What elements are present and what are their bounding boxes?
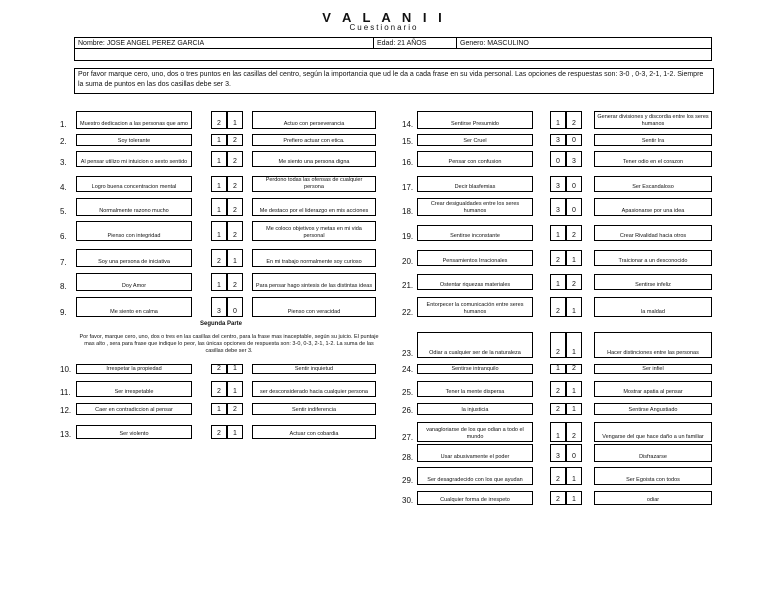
item-number: 17. [402, 183, 414, 192]
item-score-a: 2 [211, 364, 227, 374]
item-number: 21. [402, 281, 414, 290]
item-score-b: 3 [566, 151, 582, 167]
page-subtitle: Cuestionario [349, 23, 419, 32]
item-left-statement: Ser irrespetable [76, 381, 192, 397]
item-score-b: 1 [566, 250, 582, 266]
item-score-a: 1 [211, 198, 227, 216]
item-score-b: 2 [566, 364, 582, 374]
item-left-statement: Caer en contradiccion al pensar [76, 403, 192, 415]
item-score-a: 2 [550, 403, 566, 415]
gender-field: Genero: MASCULINO [456, 37, 712, 49]
item-score-b: 0 [566, 176, 582, 192]
item-score-a: 0 [550, 151, 566, 167]
item-number: 30. [402, 496, 414, 505]
item-score-a: 1 [550, 111, 566, 129]
item-left-statement: Doy Amor [76, 273, 192, 291]
item-right-statement: Sentirse infeliz [594, 274, 712, 290]
item-left-statement: vanagloriarse de los que odian a todo el mundo [417, 422, 533, 442]
item-score-b: 1 [566, 403, 582, 415]
item-number: 12. [60, 406, 72, 415]
item-number: 2. [60, 137, 67, 146]
item-right-statement: Ser infiel [594, 364, 712, 374]
item-number: 6. [60, 232, 67, 241]
item-left-statement: Logro buena concentracion mental [76, 176, 192, 192]
item-number: 5. [60, 207, 67, 216]
item-score-b: 2 [227, 134, 243, 146]
item-score-b: 2 [566, 422, 582, 442]
item-right-statement: Actuar con cobardia [252, 425, 376, 439]
item-score-a: 2 [550, 491, 566, 505]
item-right-statement: ser desconsiderado hacia cualquier persona [252, 381, 376, 397]
item-right-statement: Me siento una persona digna [252, 151, 376, 167]
item-number: 8. [60, 282, 67, 291]
item-number: 4. [60, 183, 67, 192]
item-left-statement: Cualquier forma de irrespeto [417, 491, 533, 505]
item-score-b: 1 [566, 297, 582, 317]
instructions: Por favor marque cero, uno, dos o tres puntos en las casillas del centro, según la importancia que ud le da a cada frase en su vida personal. Las opciones de respuestas son: 3-0 , 0-3, 2-1, 1-2. Siempre la suma de puntos en las dos casillas debe ser 3. [74, 68, 714, 94]
item-right-statement: Me coloco objetivos y metas en mi vida personal [252, 221, 376, 241]
item-left-statement: Sentirse intranquilo [417, 364, 533, 374]
item-right-statement: Crear Rivalidad hacia otros [594, 225, 712, 241]
item-number: 11. [60, 388, 71, 397]
item-score-b: 2 [227, 403, 243, 415]
item-right-statement: Tener odio en el corazon [594, 151, 712, 167]
item-number: 18. [402, 207, 414, 216]
item-right-statement: Vengarse del que hace daño a un familiar [594, 422, 712, 442]
item-score-a: 2 [211, 381, 227, 397]
item-score-b: 2 [566, 225, 582, 241]
item-left-statement: Ostentar riquezas materiales [417, 274, 533, 290]
item-score-a: 3 [550, 444, 566, 462]
item-right-statement: Perdono todas las ofensas de cualquier persona [252, 176, 376, 192]
item-score-a: 3 [550, 134, 566, 146]
item-left-statement: Ser violento [76, 425, 192, 439]
item-number: 28. [402, 453, 414, 462]
item-score-b: 2 [566, 274, 582, 290]
item-left-statement: Soy tolerante [76, 134, 192, 146]
item-score-b: 0 [566, 444, 582, 462]
item-number: 26. [402, 406, 414, 415]
item-number: 1. [60, 120, 67, 129]
item-score-a: 1 [211, 176, 227, 192]
item-left-statement: Ser Cruel [417, 134, 533, 146]
item-left-statement: Sentirse inconstante [417, 225, 533, 241]
item-score-a: 1 [550, 274, 566, 290]
item-score-a: 1 [550, 225, 566, 241]
section2-instructions: Por favor, marque cero, uno, dos o tres en las casillas del centro, para la frase mas inaceptable, según su juicio. El puntaje mas alto , sera para frase que indique lo peor, las únicas opciones de respuesta son: 3-0, 0-3, 2-1, 1-2. La suma de las casillas debe ser 3. [79, 334, 379, 354]
item-left-statement: Al pensar utilizo mi intuicion o sexto sentido [76, 151, 192, 167]
item-score-a: 3 [211, 297, 227, 317]
item-number: 27. [402, 433, 414, 442]
item-score-b: 1 [566, 332, 582, 358]
item-right-statement: Sentir indiferencia [252, 403, 376, 415]
item-score-b: 1 [227, 425, 243, 439]
item-number: 24. [402, 365, 414, 374]
item-score-b: 1 [566, 381, 582, 397]
item-left-statement: Soy una persona de iniciativa [76, 249, 192, 267]
item-number: 25. [402, 388, 414, 397]
item-score-b: 0 [566, 134, 582, 146]
item-right-statement: odiar [594, 491, 712, 505]
item-score-a: 2 [550, 297, 566, 317]
item-number: 14. [402, 120, 414, 129]
item-score-a: 2 [550, 467, 566, 485]
item-left-statement: Pensar con confusion [417, 151, 533, 167]
item-number: 16. [402, 158, 414, 167]
item-left-statement: Pienso con integridad [76, 221, 192, 241]
item-right-statement: Actuo con perseverancia [252, 111, 376, 129]
item-score-b: 1 [227, 249, 243, 267]
item-right-statement: Sentir Ira [594, 134, 712, 146]
item-number: 3. [60, 158, 67, 167]
item-left-statement: Odiar a cualquier ser de la naturaleza [417, 332, 533, 358]
item-right-statement: Prefiero actuar con etica. [252, 134, 376, 146]
item-right-statement: Sentirse Angustiado [594, 403, 712, 415]
item-score-a: 1 [211, 403, 227, 415]
item-left-statement: Ser desagradecido con los que ayudan [417, 467, 533, 485]
item-score-a: 1 [211, 273, 227, 291]
item-right-statement: Apasionarse por una idea [594, 198, 712, 216]
name-field: Nombre: JOSE ANGEL PEREZ GARCIA [74, 37, 374, 49]
item-score-a: 2 [550, 250, 566, 266]
page-title: V A L A N I I [322, 10, 446, 25]
item-right-statement: Hacer distinciones entre las personas [594, 332, 712, 358]
item-right-statement: Para pensar hago sintesis de las distintas ideas [252, 273, 376, 291]
item-right-statement: Disfrazarse [594, 444, 712, 462]
item-right-statement: Ser Escandaloso [594, 176, 712, 192]
item-score-b: 1 [566, 491, 582, 505]
item-score-b: 0 [227, 297, 243, 317]
item-right-statement: En mi trabajo normalmente soy curioso [252, 249, 376, 267]
item-score-b: 2 [227, 176, 243, 192]
item-score-b: 1 [227, 111, 243, 129]
item-left-statement: Pensamientos Irracionales [417, 250, 533, 266]
item-score-b: 2 [227, 151, 243, 167]
item-left-statement: la injusticia [417, 403, 533, 415]
item-left-statement: Sentirse Presumido [417, 111, 533, 129]
item-right-statement: Traicionar a un desconocido [594, 250, 712, 266]
item-right-statement: Mostrar apatia al pensar [594, 381, 712, 397]
item-score-a: 1 [211, 221, 227, 241]
item-score-a: 2 [211, 425, 227, 439]
item-score-a: 2 [211, 111, 227, 129]
item-left-statement: Crear desigualdades entre los seres humanos [417, 198, 533, 216]
item-score-b: 1 [227, 364, 243, 374]
item-score-a: 1 [211, 151, 227, 167]
item-score-b: 2 [566, 111, 582, 129]
item-score-a: 1 [550, 364, 566, 374]
item-score-a: 2 [550, 332, 566, 358]
item-number: 22. [402, 308, 414, 317]
item-score-b: 2 [227, 198, 243, 216]
item-number: 9. [60, 308, 67, 317]
item-number: 23. [402, 349, 414, 358]
item-left-statement: Tener la mente dispersa [417, 381, 533, 397]
item-number: 13. [60, 430, 72, 439]
item-score-b: 2 [227, 273, 243, 291]
item-score-a: 1 [211, 134, 227, 146]
item-number: 15. [402, 137, 414, 146]
item-left-statement: Irrespetar la propiedad [76, 364, 192, 374]
item-right-statement: Generar divisiones y discordia entre los seres humanos [594, 111, 712, 129]
item-left-statement: Entorpecer la comunicación entre seres humanos [417, 297, 533, 317]
item-score-b: 0 [566, 198, 582, 216]
item-left-statement: Normalmente razono mucho [76, 198, 192, 216]
item-left-statement: Usar abusivamente el poder [417, 444, 533, 462]
item-left-statement: Decir blasfemias [417, 176, 533, 192]
item-score-a: 2 [211, 249, 227, 267]
item-number: 19. [402, 232, 414, 241]
item-right-statement: Sentir inquietud [252, 364, 376, 374]
item-right-statement: Pienso con veracidad [252, 297, 376, 317]
item-right-statement: la maldad [594, 297, 712, 317]
item-number: 10. [60, 365, 72, 374]
item-number: 29. [402, 476, 414, 485]
item-score-b: 2 [227, 221, 243, 241]
item-score-a: 1 [550, 422, 566, 442]
item-right-statement: Ser Egoista con todos [594, 467, 712, 485]
item-left-statement: Me siento en calma [76, 297, 192, 317]
item-right-statement: Me destaco por el liderazgo en mis acciones [252, 198, 376, 216]
item-score-b: 1 [566, 467, 582, 485]
item-score-b: 1 [227, 381, 243, 397]
item-number: 7. [60, 258, 67, 267]
section2-title: Segunda Parte [200, 321, 243, 327]
item-number: 20. [402, 257, 414, 266]
header-blank-row [74, 48, 712, 61]
item-score-a: 3 [550, 198, 566, 216]
item-score-a: 2 [550, 381, 566, 397]
item-left-statement: Muestro dedicacion a las personas que amo [76, 111, 192, 129]
age-field: Edad: 21 AÑOS [373, 37, 457, 49]
item-score-a: 3 [550, 176, 566, 192]
